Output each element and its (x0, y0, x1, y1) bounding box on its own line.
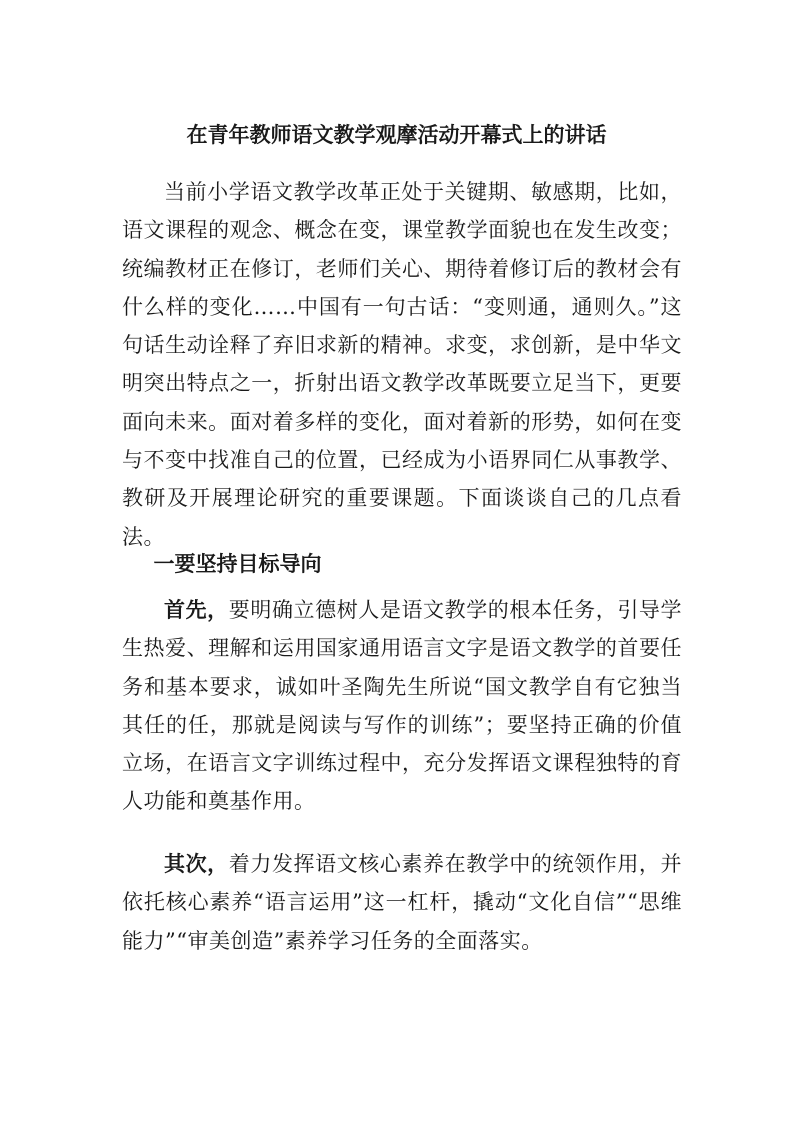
paragraph-second-lead: 其次， (164, 852, 229, 876)
paragraph-first (122, 591, 682, 821)
paragraph-first-lead: 首先， (164, 598, 229, 622)
intro-paragraph: 当前小学语文教学改革正处于关键期、敏感期，比如，语文课程的观念、概念在变，课堂教学面貌也在发生改变；统编教材正在修订，老师们关心、期待着修订后的教材会有什么样的变化……中国有一句古话：“变则通，通则久。”这句话生动诠释了弃旧求新的精神。求变，求创新，是中华文明突出特点之一，折射出语文教学改革既要立足当下，更要面向未来。面对着多样的变化，面对着新的形势，如何在变与不变中找准自己的位置，已经成为小语界同仁从事教学、教研及开展理论研究的重要课题。下面谈谈自己的几点看法。 (122, 180, 682, 549)
paragraph-second (122, 845, 682, 960)
paragraph-second-text: 着力发挥语文核心素养在教学中的统领作用，并依托核心素养“语言运用”这一杠杆，撬动“文化自信”“思维能力”“审美创造”素养学习任务的全面落实。 (122, 852, 683, 953)
paragraph-first-text: 要明确立德树人是语文教学的根本任务，引导学生热爱、理解和运用国家通用语言文字是语文教学的首要任务和基本要求，诚如叶圣陶先生所说“国文教学自有它独当其任的任，那就是阅读与写作的训练”；要坚持正确的价值立场，在语言文字训练过程中，充分发挥语文课程独特的育人功能和奠基作用。 (122, 598, 683, 814)
page-title: 在青年教师语文教学观摩活动开幕式上的讲话 (186, 123, 607, 147)
section-heading: 一要坚持目标导向 (153, 552, 322, 576)
